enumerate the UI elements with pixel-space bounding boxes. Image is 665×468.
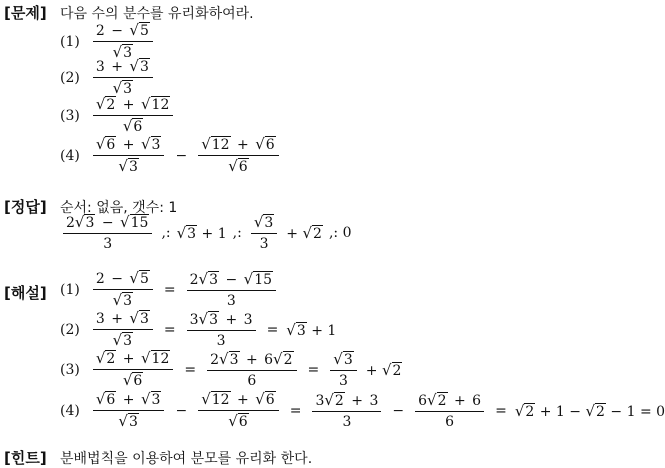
fraction: $\frac{√3}{3}$ xyxy=(251,214,277,252)
fraction: $\frac{2 - √5}{√3}$ xyxy=(93,270,153,309)
fraction: $\frac{√2 + √12}{√6}$ xyxy=(93,96,174,135)
fraction: $\frac{√12 + √6}{√6}$ xyxy=(198,391,279,430)
fraction: $\frac{3 + √3}{√3}$ xyxy=(93,310,153,349)
solution-item-3: (3) $\frac{√2 + √12}{√6}$ = $\frac{2√3 + 6√2}{6}$ = $\frac{√3}{3}$ + √2 xyxy=(60,349,402,389)
problem-item-3 xyxy=(60,96,176,135)
fraction: $\frac{2 - √5}{√3}$ xyxy=(93,22,153,61)
fraction: $\frac{√3}{3}$ xyxy=(330,351,356,389)
solution-label: [해설] xyxy=(4,284,47,302)
problem-intro: 다음 수의 분수를 유리화하여라. xyxy=(60,6,254,22)
answer-expression: $\frac{2√3 - √15}{3}$ ,: √3 + 1 ,: $\frac{√3}{3}$ + √2 ,: 0 xyxy=(60,214,352,252)
problem-item-1 xyxy=(60,22,156,61)
fraction: $\frac{√2 + √12}{√6}$ xyxy=(93,350,174,389)
item-number: (3) xyxy=(60,107,80,124)
problem-label: [문제] xyxy=(4,4,47,22)
item-number: (1) xyxy=(60,33,80,50)
solution-item-1: (1) $\frac{2 - √5}{√3}$ = $\frac{2√3 - √15}{3}$ xyxy=(60,270,279,309)
solution-item-4: (4) $\frac{√6 + √3}{√3}$ − $\frac{√12 + √6}{√6}$ = $\frac{3√2 + 3}{3}$ − $\frac{6√2 + 6}{6}$ = √2 + 1 − √2 − 1 = 0 xyxy=(60,390,665,430)
fraction: $\frac{3√2 + 3}{3}$ xyxy=(312,392,381,430)
answer-meta: 순서: 없음, 갯수: 1 xyxy=(60,200,178,216)
fraction: $\frac{3√3 + 3}{3}$ xyxy=(187,311,256,349)
item-number: (2) xyxy=(60,321,80,338)
fraction: $\frac{2√3 - √15}{3}$ xyxy=(187,271,276,309)
problem-item-4: (4) $\frac{√6 + √3}{√3}$ − $\frac{√12 + √6}{√6}$ xyxy=(60,136,282,175)
fraction: $\frac{2√3 - √15}{3}$ xyxy=(63,214,152,252)
fraction: $\frac{√12 + √6}{√6}$ xyxy=(198,136,279,175)
item-number: (4) xyxy=(60,147,80,164)
fraction: $\frac{2√3 + 6√2}{6}$ xyxy=(207,351,296,389)
fraction: $\frac{3 + √3}{√3}$ xyxy=(93,58,153,97)
solution-item-2: (2) $\frac{3 + √3}{√3}$ = $\frac{3√3 + 3}{3}$ = √3 + 1 xyxy=(60,309,337,349)
fraction: $\frac{√6 + √3}{√3}$ xyxy=(93,136,165,175)
item-number: (1) xyxy=(60,281,80,298)
item-number: (4) xyxy=(60,402,80,419)
fraction: $\frac{6√2 + 6}{6}$ xyxy=(415,392,484,430)
item-number: (2) xyxy=(60,69,80,86)
problem-item-2 xyxy=(60,58,156,97)
hint-text: 분배법칙을 이용하여 분모를 유리화 한다. xyxy=(60,451,313,467)
item-number: (3) xyxy=(60,361,80,378)
fraction: $\frac{√6 + √3}{√3}$ xyxy=(93,391,165,430)
answer-label: [정답] xyxy=(4,198,47,216)
hint-label: [힌트] xyxy=(4,449,47,467)
